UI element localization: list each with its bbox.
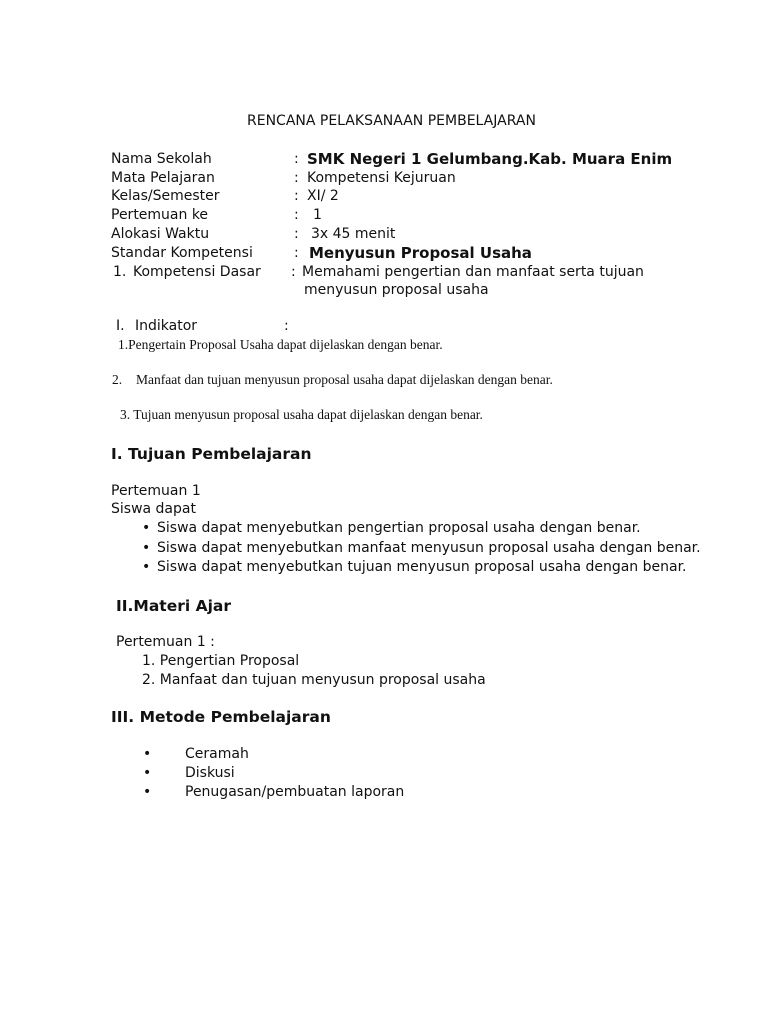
field-label-nama-sekolah: Nama Sekolah [111, 151, 212, 167]
bullet-icon: • [143, 746, 152, 762]
tujuan-pertemuan: Pertemuan 1 [111, 483, 201, 499]
field-sep: : [294, 245, 299, 261]
indikator-item-3: 3. Tujuan menyusun proposal usaha dapat dijelaskan dengan benar. [120, 407, 483, 422]
document-title: RENCANA PELAKSANAAN PEMBELAJARAN [247, 113, 536, 129]
kd-number: 1. [113, 264, 127, 280]
field-value-mata-pelajaran: Kompetensi Kejuruan [307, 170, 456, 186]
tujuan-siswa-dapat: Siswa dapat [111, 501, 196, 517]
field-label-mata-pelajaran: Mata Pelajaran [111, 170, 215, 186]
field-label-pertemuan: Pertemuan ke [111, 207, 209, 223]
bullet-icon: • [142, 540, 151, 556]
indikator-label: Indikator [135, 318, 198, 334]
indikator-item-2: Manfaat dan tujuan menyusun proposal usaha dapat dijelaskan dengan benar. [136, 372, 553, 387]
kd-label: Kompetensi Dasar [133, 264, 261, 280]
field-value-standar-kompetensi: Menyusun Proposal Usaha [309, 244, 532, 262]
bullet-icon: • [143, 784, 152, 800]
tujuan-bullet-item: Siswa dapat menyebutkan tujuan menyusun proposal usaha dengan benar. [157, 559, 687, 575]
field-value-alokasi-waktu: 3x 45 menit [311, 226, 396, 242]
materi-item: 2. Manfaat dan tujuan menyusun proposal usaha [142, 672, 486, 688]
kd-value-line1: Memahami pengertian dan manfaat serta tujuan [302, 264, 644, 280]
field-sep: : [294, 207, 299, 223]
materi-pertemuan: Pertemuan 1 : [116, 634, 215, 650]
field-sep: : [294, 151, 299, 167]
field-label-kelas-semester: Kelas/Semester [111, 188, 220, 204]
metode-heading: III. Metode Pembelajaran [111, 708, 331, 726]
tujuan-bullet-item: Siswa dapat menyebutkan manfaat menyusun proposal usaha dengan benar. [157, 540, 701, 556]
indikator-item-2-number: 2. [112, 372, 123, 387]
field-value-nama-sekolah: SMK Negeri 1 Gelumbang.Kab. Muara Enim [307, 150, 673, 168]
field-value-kelas-semester: XI/ 2 [307, 188, 339, 204]
field-sep: : [294, 188, 299, 204]
field-sep: : [284, 318, 289, 334]
bullet-icon: • [142, 559, 151, 575]
metode-item: Diskusi [185, 765, 235, 781]
metode-item: Ceramah [185, 746, 249, 762]
bullet-icon: • [143, 765, 152, 781]
kd-value-line2: menyusun proposal usaha [304, 282, 489, 298]
field-sep: : [294, 226, 299, 242]
tujuan-heading: I. Tujuan Pembelajaran [111, 445, 312, 463]
indikator-item-1: 1.Pengertain Proposal Usaha dapat dijelaskan dengan benar. [118, 337, 443, 352]
tujuan-bullet-item: Siswa dapat menyebutkan pengertian proposal usaha dengan benar. [157, 520, 641, 536]
materi-item: 1. Pengertian Proposal [142, 653, 300, 669]
bullet-icon: • [142, 520, 151, 536]
materi-heading: II.Materi Ajar [116, 597, 231, 615]
field-label-alokasi-waktu: Alokasi Waktu [111, 226, 210, 242]
field-sep: : [291, 264, 296, 280]
field-sep: : [294, 170, 299, 186]
field-value-pertemuan: 1 [313, 207, 322, 223]
metode-item: Penugasan/pembuatan laporan [185, 784, 405, 800]
indikator-number: I. [116, 318, 125, 334]
field-label-standar-kompetensi: Standar Kompetensi [111, 245, 253, 261]
